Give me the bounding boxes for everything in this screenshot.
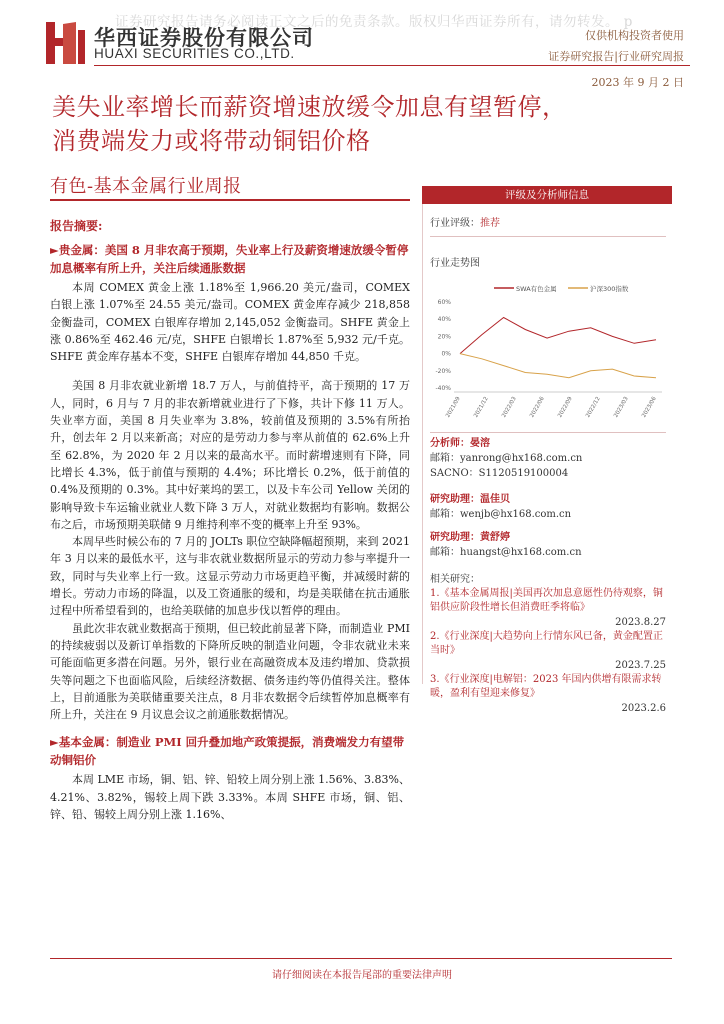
analyst-3 [430,530,666,560]
y-tick-label: 0% [441,350,451,358]
related-research [430,573,666,716]
y-tick-label: -20% [435,367,451,375]
trend-label: 行业走势图 [430,258,480,269]
related-item-2[interactable]: 2.《行业深度|大趋势向上行情东风已备，黄金配置正当时》 [430,631,663,656]
gold-paragraph-2: 美国 8 月非农就业新增 18.7 万人，与前值持平，高于预期的 17 万人，同时，6 月与 7 月的非农新增就业进行了下修，共计下修 11 万人。失业率方面，美国 8 月失业率为 3.8%，较前值及预期的 3.5%有所抬升，创去年 2 月以来新高；对应的是劳动力参与率从前值的 62.6%上升至 62.8%，为 2020 年 2 月以来的最高水平。而时薪增速则有下降，同比增长 4.3%，低于前值与预期的 4.4%；环比增长 0.2%，低于前值的 0.4%及预期的 0.3%。其中好莱坞的罢工，以及卡车公司 Yellow 关闭的影响导致卡车运输业就业人数下降 3 万人，对就业数据均有影响。数据公布之后，市场预期美联储 9 月维持利率不变的概率上升至 93%。 [50,379,410,531]
title-line-2: 消费端发力或将带动铜铝价格 [52,127,371,155]
report-type: 证券研究报告|行业研究周报 [548,50,684,63]
legal-footer: 请仔细阅读在本报告尾部的重要法律声明 [272,970,452,981]
series-line-1 [460,318,656,354]
gold-paragraph-1: 本周 COMEX 黄金上涨 1.18%至 1,966.20 美元/盎司，COMEX 白银上涨 1.07%至 24.55 美元/盎司。COMEX 黄金库存减少 218,858 金衡盎司，COMEX 白银库存增加 2,145,052 金衡盎司。SHFE 黄金上涨 0.86%至 462.46 元/克，SHFE 白银增长 1.87%至 5,932 元/千克。SHFE 黄金库存基本不变，SHFE 白银库存增加 44,850 千克。 [50,281,410,364]
x-tick-label: 2022/09 [557,396,574,419]
chart-divider [430,432,666,433]
header-divider [94,65,690,66]
analyst-panel-heading: 评级及分析师信息 [422,186,672,204]
related-heading: 相关研究： [430,574,480,585]
summary-heading: 报告摘要: [50,219,103,233]
legend-label-series-1: SWA有色金属 [516,285,557,293]
x-tick-label: 2023/06 [641,396,658,419]
company-logo [46,22,86,64]
base-metal-heading: ►基本金属：制造业 PMI 回升叠加地产政策提振，消费端发力有望带动铜铝价 [50,735,405,768]
analyst-2 [430,492,666,522]
trend-chart-svg [430,278,666,428]
y-tick-label: 20% [437,333,451,341]
company-name-cn: 华西证券股份有限公司 [94,26,314,50]
gold-heading: ►贵金属：美国 8 月非农高于预期，失业率上行及薪资增速放缓令暂停加息概率有所上升，关注后续通胀数据 [50,243,409,275]
related-date-3: 2023.2.6 [621,703,666,714]
related-item-3[interactable]: 3.《行业深度|电解铝：2023 年国内供增有限需求转暖，盈利有望迎来修复》 [430,674,662,699]
y-tick-label: -40% [435,385,451,392]
y-tick-label: 60% [437,299,451,306]
gold-paragraph-4: 虽此次非农就业数据高于预期，但已较此前显著下降，而制造业 PMI 的持续疲弱以及新订单指数的下降所反映的制造业问题，令非农就业未来可能面临更多潜在问题。另外，银行业在高融资成本及违约增加、贷款损失等问题之下也面临风险，后续经济数据、债务违约等仍值得关注。整体上，目前通胀为美联储重要关注点，8 月非农数据令后续暂停加息概率有所上升，关注在 9 月议息会议之前通胀数据情况。 [50,621,410,722]
report-subtitle: 有色-基本金属行业周报 [50,176,242,197]
legend-label-series-2: 沪深300指数 [590,285,629,293]
series-line-2 [460,354,656,378]
x-tick-label: 2021/09 [445,396,462,419]
subtitle-divider [50,199,410,201]
industry-rating [430,216,666,231]
x-tick-label: 2022/03 [501,396,518,419]
x-tick-label: 2023/03 [613,396,630,419]
footer-divider [50,958,672,959]
x-axis [445,396,658,419]
related-item-1[interactable]: 1.《基本金属周报|美国再次加息意愿性仍待观察，铜铝供应阶段性增长但消费旺季将临》 [430,588,663,613]
rating-label: 行业评级： [430,218,480,229]
analyst-1 [430,436,666,481]
summary-section [50,218,410,823]
base-metal-paragraph-1: 本周 LME 市场，铜、铝、锌、铅较上周分别上涨 1.56%、3.83%、4.21%、3.82%，锡较上周下跌 3.33%。本周 SHFE 市场，铜、铝、锌、铅、锡较上周分别上涨 1.16%、 [50,773,410,822]
x-tick-label: 2022/06 [529,396,546,419]
x-tick-label: 2022/12 [585,396,602,419]
related-date-1: 2023.8.27 [615,617,666,628]
chart-legend [494,284,629,293]
analyst-1-email[interactable]: 邮箱：yanrong@hx168.com.cn [430,453,583,464]
analyst-1-sac: SACNO：S1120519100004 [430,468,569,479]
trend-chart [430,278,666,428]
report-date: 2023 年 9 月 2 日 [591,76,684,89]
gold-paragraph-3: 本周早些时候公布的 7 月的 JOLTs 职位空缺降幅超预期，来到 2021 年 3 月以来的最低水平，这与非农就业数据所显示的劳动力参与率提升一致，同时与失业率上行一致。这显示劳动力市场更趋平衡，并减缓时薪的增长。劳动力市场的降温，以及工资通胀的缓和，均是美联储在抗击通胀过程中所希望看到的，也给美联储的加息步伐以暂停的理由。 [50,535,410,618]
rating-divider [430,236,666,237]
analyst-2-role: 研究助理：温佳贝 [430,494,510,505]
rating-value: 推荐 [480,218,500,229]
analyst-2-email[interactable]: 邮箱：wenjb@hx168.com.cn [430,509,572,520]
company-name-en: HUAXI SECURITIES CO.,LTD. [94,46,295,61]
related-date-2: 2023.7.25 [615,660,666,671]
analyst-3-role: 研究助理：黄舒婷 [430,532,510,543]
chart-series [460,318,656,378]
huaxi-logo-icon [46,22,86,64]
analyst-1-role: 分析师：晏溶 [430,438,490,449]
report-title [52,90,672,158]
title-line-1: 美失业率增长而薪资增速放缓令加息有望暂停， [52,93,567,121]
x-tick-label: 2021/12 [473,396,490,419]
analyst-3-email[interactable]: 邮箱：huangst@hx168.com.cn [430,547,582,558]
y-tick-label: 40% [437,316,451,324]
watermark: 证券研究报告请务必阅读正文之后的免责条款。版权归华西证券所有，请勿转发。 p [115,14,633,30]
audience-note: 仅供机构投资者使用 [585,29,684,42]
